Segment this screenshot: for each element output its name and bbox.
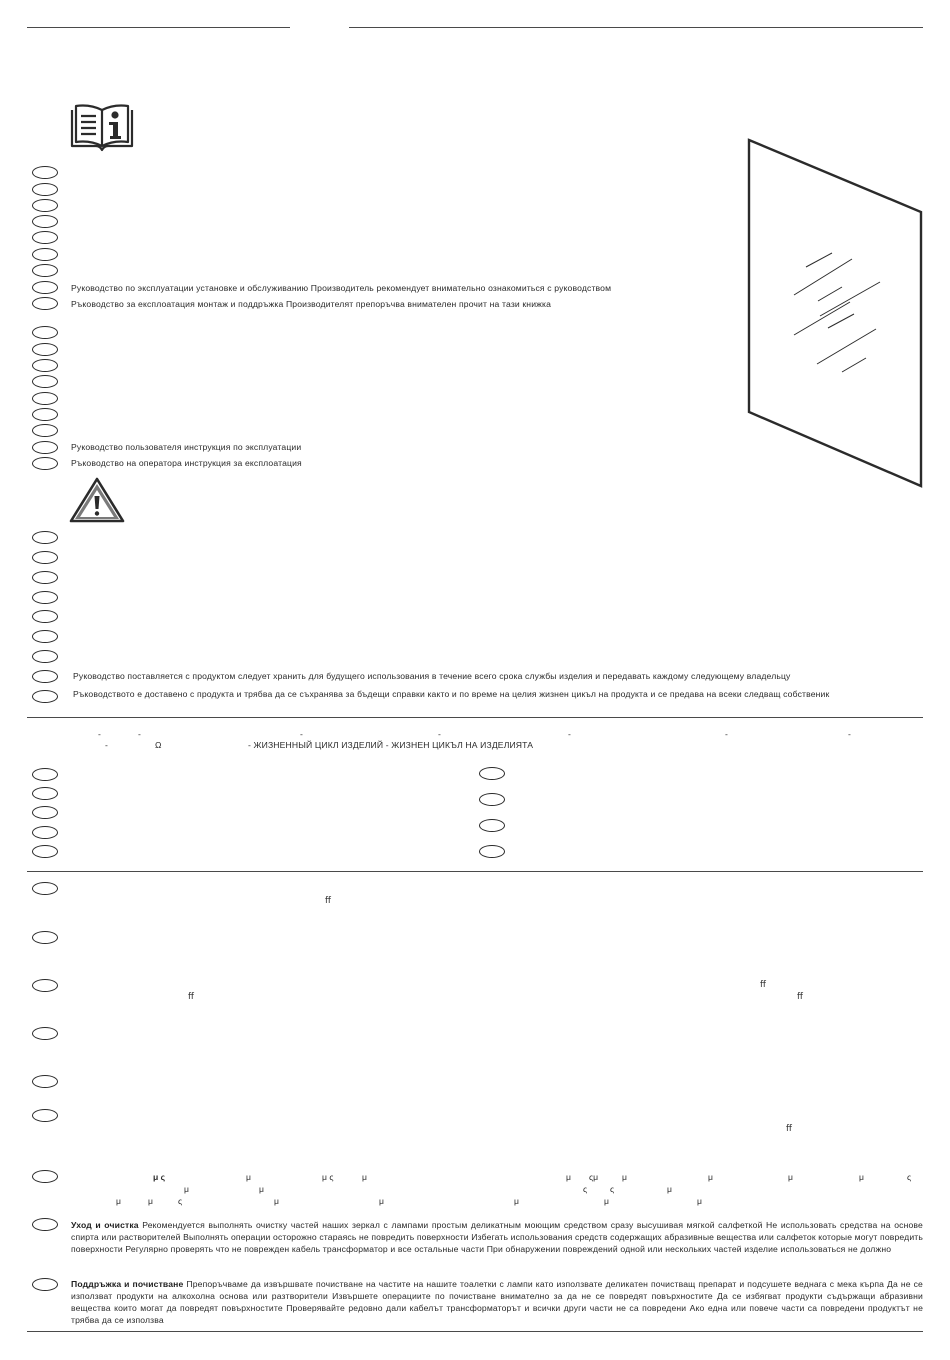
glyph-mu: μ [622, 1172, 627, 1182]
glyph-mu: μ [274, 1196, 279, 1206]
language-badge [32, 392, 58, 405]
glyph-dash: - [725, 729, 728, 739]
language-badge [32, 650, 58, 663]
language-badge [32, 1075, 58, 1088]
language-badge [32, 1278, 58, 1291]
language-badge [32, 199, 58, 212]
language-badge [32, 375, 58, 388]
language-badge [32, 551, 58, 564]
language-badge [479, 793, 505, 806]
language-badge [32, 882, 58, 895]
language-badge [32, 457, 58, 470]
lifecycle-title: - ЖИЗНЕННЫЙ ЦИКЛ ИЗДЕЛИЙ - ЖИЗНЕН ЦИКЪЛ НА ИЗДЕЛИЯТА [248, 740, 534, 750]
manual-book-info-icon [68, 100, 136, 156]
glyph-mu: μ [379, 1196, 384, 1206]
language-badge [32, 166, 58, 179]
language-badge [32, 1218, 58, 1231]
glyph-s: ς [178, 1196, 183, 1206]
glyph-mu: μ [708, 1172, 713, 1182]
language-badge [32, 591, 58, 604]
language-badge [32, 768, 58, 781]
language-badge [32, 248, 58, 261]
warning-triangle-icon [68, 476, 126, 524]
language-badge [32, 231, 58, 244]
glyph-ff: ﬀ [786, 1123, 792, 1133]
language-badge [32, 281, 58, 294]
bg-manual-text: Ръководство за експлоатация монтаж и поддръжка Производителят препоръчва внимателен прочит на тази книжка [71, 299, 552, 309]
section-rule [27, 717, 923, 718]
language-badge [32, 297, 58, 310]
glyph-mu: μ [259, 1184, 264, 1194]
language-badge [32, 408, 58, 421]
glyph-mu: μ [116, 1196, 121, 1206]
language-badge [479, 767, 505, 780]
glyph-mu: μ [859, 1172, 864, 1182]
glyph-dash: - [438, 729, 441, 739]
glyph-dash: - [568, 729, 571, 739]
glyph-ff: ﬀ [797, 991, 803, 1001]
glyph-dash: - [300, 729, 303, 739]
language-badge [32, 845, 58, 858]
care-bg-body: Препоръчваме да извършвате почистване на частите на нашите тоалетки с лампи като използвате деликатен почистващ препарат и подсушете веднага с мека кърпа Да не се използват продукти на алкохолна основа или разтворители Извършете операциите по почистване внимателно за да не се повредят повърхностите Да се избягват продукти съдържащи абразивни вещества които могат да повредят повърхностите Проверявайте редовно дали кабелът трансформаторът и всички други части не са повредени Ако една или повече части са повредени продуктът не трябва да се използва [71, 1279, 923, 1325]
glyph-s: ς [610, 1184, 615, 1194]
glyph-mu: μ [184, 1184, 189, 1194]
care-bg-paragraph [71, 1278, 923, 1326]
language-badge [32, 571, 58, 584]
glyph-mu: μ [667, 1184, 672, 1194]
language-badge [32, 806, 58, 819]
glyph-mu-s: μ ς [322, 1172, 334, 1182]
language-badge [32, 183, 58, 196]
ru-manual-text: Руководство по эксплуатации установке и обслуживанию Производитель рекомендует внимательно ознакомиться с руководством [71, 283, 612, 293]
ru-keep-text: Руководство поставляется с продуктом следует хранить для будущего использования в течение всего срока службы изделия и передавать каждому следующему владельцу [73, 671, 791, 681]
language-badge [32, 690, 58, 703]
language-badge [479, 819, 505, 832]
care-bg-title: Поддръжка и почистване [71, 1279, 184, 1289]
glyph-mu: μ [697, 1196, 702, 1206]
glyph-mu: μ [148, 1196, 153, 1206]
glyph-s-mu: ςμ [589, 1172, 599, 1182]
glyph-mu: μ [514, 1196, 519, 1206]
glyph-ff: ﬀ [188, 991, 194, 1001]
glyph-mu: μ [362, 1172, 367, 1182]
care-ru-title: Уход и очистка [71, 1220, 139, 1230]
bg-user-text: Ръководство на оператора инструкция за експлоатация [71, 458, 302, 468]
glyph-mu: μ [788, 1172, 793, 1182]
language-badge [479, 845, 505, 858]
language-badge [32, 326, 58, 339]
language-badge [32, 1027, 58, 1040]
glyph-mu: μ [246, 1172, 251, 1182]
language-badge [32, 215, 58, 228]
glyph-dash: - [105, 740, 108, 750]
language-badge [32, 531, 58, 544]
care-ru-paragraph [71, 1219, 923, 1255]
bottom-rule [27, 1331, 923, 1332]
language-badge [32, 359, 58, 372]
language-badge [32, 1170, 58, 1183]
glyph-ff: ﬀ [760, 979, 766, 989]
glyph-s: ς [583, 1184, 588, 1194]
language-badge [32, 264, 58, 277]
glyph-s: ς [907, 1172, 912, 1182]
language-badge [32, 670, 58, 683]
bg-keep-text: Ръководството е доставено с продукта и трябва да се съхранява за бъдещи справки както и по време на целия жизнен цикъл на продукта и се предава на всеки следващ собственик [73, 689, 830, 699]
language-badge [32, 931, 58, 944]
language-badge [32, 826, 58, 839]
glyph-dash: - [138, 729, 141, 739]
mirror-glass-illustration [744, 136, 926, 490]
glyph-ff: ﬀ [325, 895, 331, 905]
ru-user-text: Руководство пользователя инструкция по эксплуатации [71, 442, 302, 452]
language-badge [32, 979, 58, 992]
glyph-mu-s: μ ς [153, 1172, 166, 1182]
glyph-dash: - [848, 729, 851, 739]
glyph-dash: - [98, 729, 101, 739]
language-badge [32, 343, 58, 356]
glyph-mu: μ [604, 1196, 609, 1206]
language-badge [32, 610, 58, 623]
language-badge [32, 1109, 58, 1122]
care-ru-body: Рекомендуется выполнять очистку частей наших зеркал с лампами простым деликатным моющим средством сразу высушивая мягкой салфеткой Не использовать средства на основе спирта или растворителей Выполнять операции осторожно стараясь не повредить поверхности Избегать использования средств содержащих абразивные вещества или салфеток которые могут повредить поверхности Регулярно проверять что не поврежден кабель трансформатор и все остальные части При обнаружении повреждений одной или нескольких частей изделие использоваться не должно [71, 1220, 923, 1254]
top-rule-right [349, 27, 923, 28]
top-rule-left [27, 27, 290, 28]
language-badge [32, 787, 58, 800]
language-badge [32, 441, 58, 454]
language-badge [32, 630, 58, 643]
section-rule [27, 871, 923, 872]
glyph-mu: μ [566, 1172, 571, 1182]
glyph-omega: Ω [155, 740, 162, 750]
language-badge [32, 424, 58, 437]
